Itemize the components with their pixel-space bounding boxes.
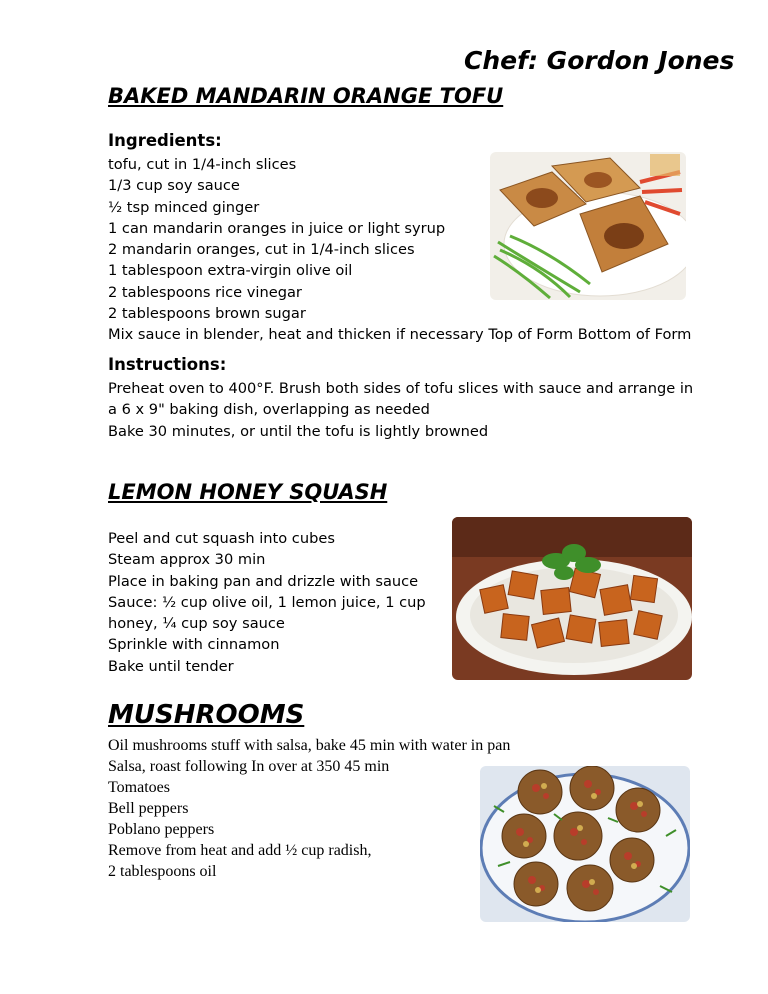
list-item: Bell peppers bbox=[108, 800, 189, 817]
list-item: 2 tablespoons oil bbox=[108, 863, 217, 880]
list-item: Tomatoes bbox=[108, 779, 170, 796]
list-item: tofu, cut in 1/4-inch slices bbox=[108, 156, 297, 173]
list-item: ½ tsp minced ginger bbox=[108, 198, 260, 216]
recipe-title-mushrooms: MUSHROOMS bbox=[108, 700, 305, 730]
stuffed-mushrooms-photo bbox=[480, 766, 690, 922]
list-item: Bake 30 minutes, or until the tofu is lightly browned bbox=[108, 422, 489, 440]
list-item: 2 tablespoons rice vinegar bbox=[108, 283, 302, 301]
recipe-title-squash: LEMON HONEY SQUASH bbox=[108, 480, 388, 504]
list-item: Remove from heat and add ½ cup radish, bbox=[108, 842, 372, 859]
list-item: Salsa, roast following In over at 350 45 min bbox=[108, 758, 390, 775]
mushroom-steps bbox=[108, 735, 510, 882]
list-item: 2 mandarin oranges, cut in 1/4-inch slices bbox=[108, 241, 415, 259]
list-item: Peel and cut squash into cubes bbox=[108, 530, 335, 547]
ingredients-heading: Ingredients: bbox=[108, 131, 222, 150]
list-item: 1 can mandarin oranges in juice or light syrup bbox=[108, 219, 446, 237]
list-item: Steam approx 30 min bbox=[108, 551, 266, 569]
squash-steps bbox=[108, 528, 426, 677]
recipe-title-tofu: BAKED MANDARIN ORANGE TOFU bbox=[108, 84, 504, 108]
squash-dish-photo bbox=[452, 517, 692, 680]
list-item: honey, ¼ cup soy sauce bbox=[108, 615, 285, 633]
instructions-list bbox=[108, 378, 693, 442]
list-item: Oil mushrooms stuff with salsa, bake 45 min with water in pan bbox=[108, 737, 511, 754]
list-item: 2 tablespoons brown sugar bbox=[108, 305, 306, 323]
list-item: Poblano peppers bbox=[108, 821, 215, 838]
list-item: Sauce: ½ cup olive oil, 1 lemon juice, 1 cup bbox=[108, 593, 426, 611]
list-item: 1/3 cup soy sauce bbox=[108, 177, 240, 195]
chef-name: Chef: Gordon Jones bbox=[464, 46, 735, 75]
tofu-dish-photo bbox=[490, 152, 686, 300]
list-item: Bake until tender bbox=[108, 657, 234, 675]
list-item: Sprinkle with cinnamon bbox=[108, 636, 280, 654]
list-item: Mix sauce in blender, heat and thicken if necessary Top of Form Bottom of Form bbox=[108, 326, 692, 344]
list-item: Place in baking pan and drizzle with sauce bbox=[108, 572, 419, 590]
list-item: a 6 x 9" baking dish, overlapping as needed bbox=[108, 401, 430, 419]
list-item: 1 tablespoon extra-virgin olive oil bbox=[108, 262, 353, 280]
instructions-heading: Instructions: bbox=[108, 355, 227, 374]
list-item: Preheat oven to 400°F. Brush both sides of tofu slices with sauce and arrange in bbox=[108, 380, 694, 397]
